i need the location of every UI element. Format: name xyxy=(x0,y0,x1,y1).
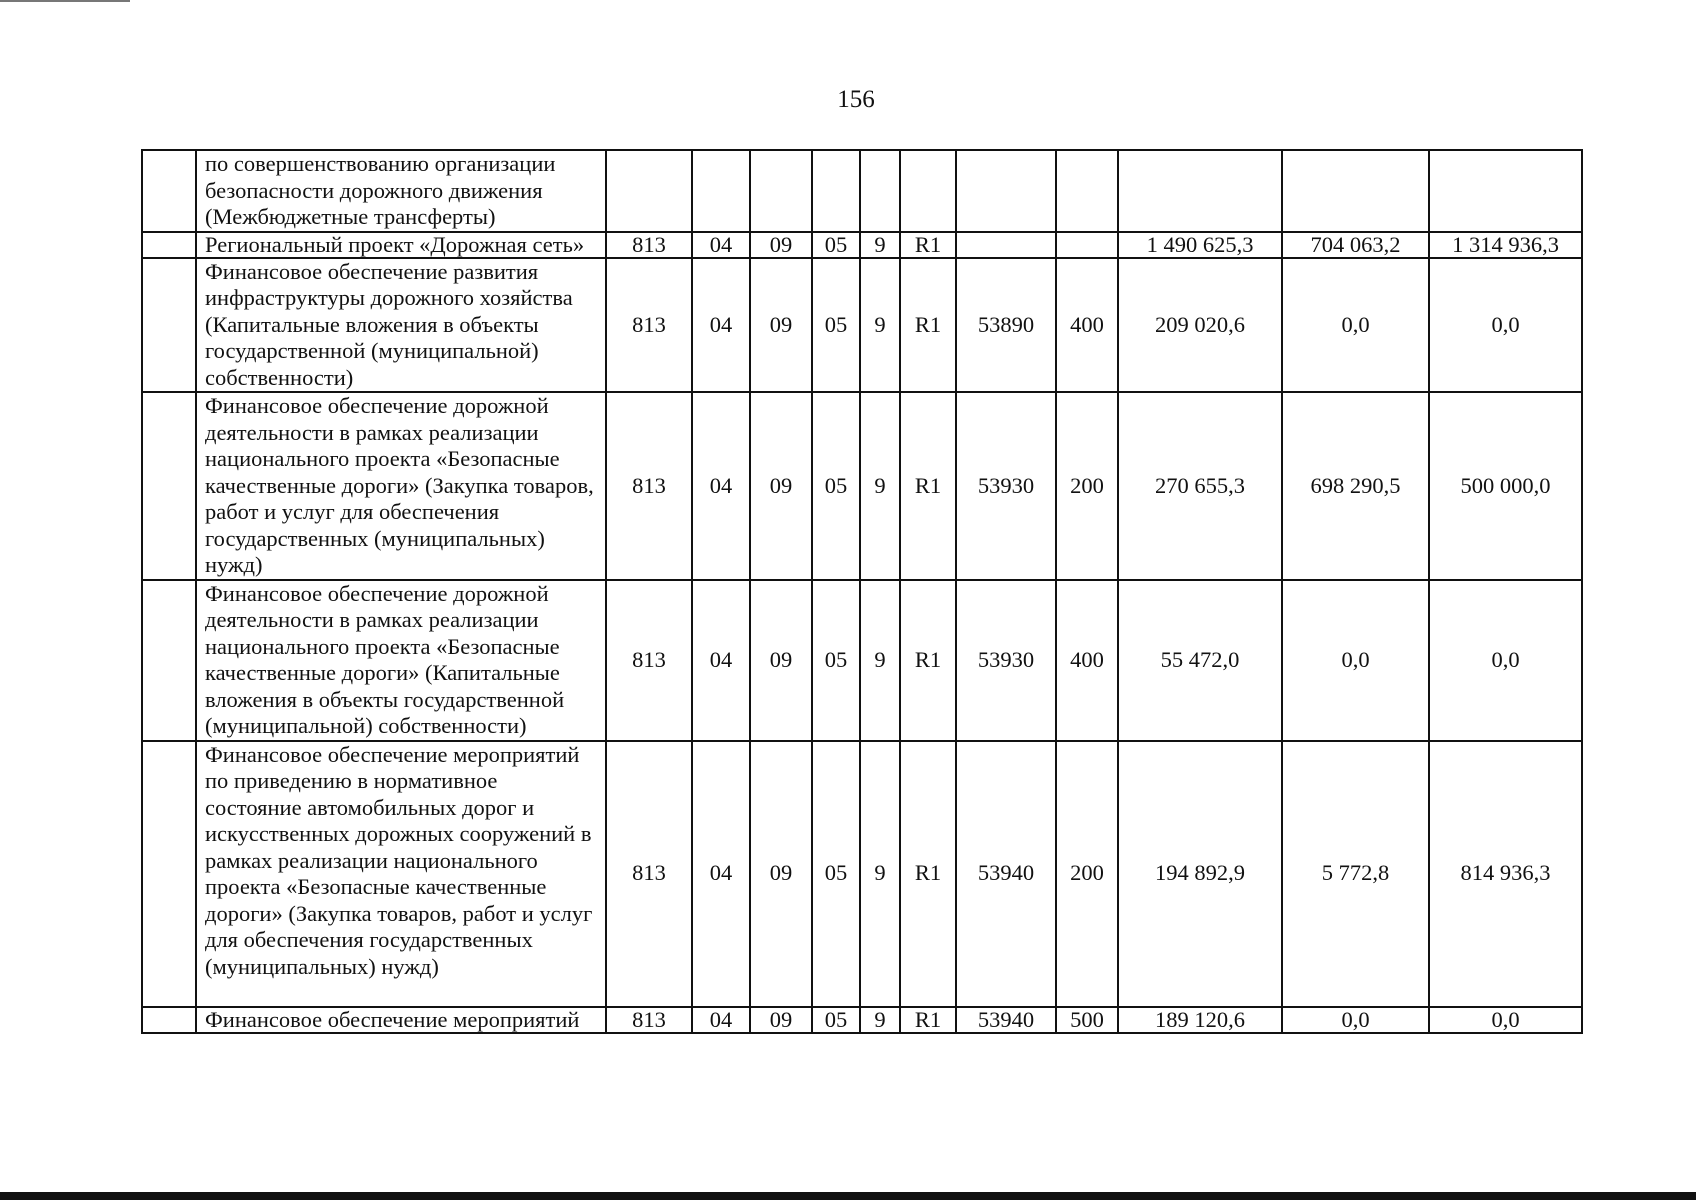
cs-subprogram-cell xyxy=(860,150,900,232)
pr-cell: 09 xyxy=(750,392,812,580)
cs-project-cell: R1 xyxy=(900,258,956,393)
table-row xyxy=(142,741,1582,1007)
cs-project-cell: R1 xyxy=(900,392,956,580)
cs-direction-cell: 53930 xyxy=(956,580,1056,741)
vr-cell: 200 xyxy=(1056,741,1118,1007)
pr-cell: 09 xyxy=(750,741,812,1007)
pr-cell: 09 xyxy=(750,580,812,741)
year2-amount-cell: 0,0 xyxy=(1282,1007,1429,1033)
cs-direction-cell: 53940 xyxy=(956,741,1056,1007)
cs-subprogram-cell: 9 xyxy=(860,232,900,258)
rz-cell: 04 xyxy=(692,1007,750,1033)
rz-cell: 04 xyxy=(692,258,750,393)
year1-amount-cell: 209 020,6 xyxy=(1118,258,1282,393)
description-cell: Региональный проект «Дорожная сеть» xyxy=(196,232,606,258)
cs-subprogram-cell: 9 xyxy=(860,392,900,580)
gr-cell: 813 xyxy=(606,258,692,393)
vr-cell: 500 xyxy=(1056,1007,1118,1033)
cs-program-cell: 05 xyxy=(812,392,860,580)
description-cell: Финансовое обеспечение развития инфраструктуры дорожного хозяйства (Капитальные вложения в объекты государственной (муниципальной) собственности) xyxy=(196,258,606,393)
description-cell: по совершенствованию организации безопасности дорожного движения (Межбюджетные трансферты) xyxy=(196,150,606,232)
vr-cell: 400 xyxy=(1056,580,1118,741)
year2-amount-cell xyxy=(1282,150,1429,232)
cs-direction-cell: 53940 xyxy=(956,1007,1056,1033)
vr-cell xyxy=(1056,232,1118,258)
cs-program-cell: 05 xyxy=(812,258,860,393)
description-cell: Финансовое обеспечение дорожной деятельности в рамках реализации национального проекта «Безопасные качественные дороги» (Капитальные вложения в объекты государственной (муниципальной) собственности) xyxy=(196,580,606,741)
year1-amount-cell: 55 472,0 xyxy=(1118,580,1282,741)
page-number: 156 xyxy=(837,86,875,113)
cs-direction-cell: 53890 xyxy=(956,258,1056,393)
row-number-cell xyxy=(142,741,196,1007)
vr-cell: 400 xyxy=(1056,258,1118,393)
year2-amount-cell: 0,0 xyxy=(1282,258,1429,393)
cs-project-cell: R1 xyxy=(900,580,956,741)
cs-project-cell xyxy=(900,150,956,232)
cs-project-cell: R1 xyxy=(900,232,956,258)
year1-amount-cell: 270 655,3 xyxy=(1118,392,1282,580)
rz-cell: 04 xyxy=(692,741,750,1007)
year2-amount-cell: 698 290,5 xyxy=(1282,392,1429,580)
year3-amount-cell: 500 000,0 xyxy=(1429,392,1582,580)
cs-program-cell: 05 xyxy=(812,580,860,741)
rz-cell: 04 xyxy=(692,392,750,580)
table-row xyxy=(142,232,1582,258)
year2-amount-cell: 704 063,2 xyxy=(1282,232,1429,258)
cs-subprogram-cell: 9 xyxy=(860,741,900,1007)
row-number-cell xyxy=(142,392,196,580)
cs-project-cell: R1 xyxy=(900,741,956,1007)
bottom-scan-border xyxy=(0,1192,1696,1200)
rz-cell: 04 xyxy=(692,580,750,741)
cs-program-cell: 05 xyxy=(812,232,860,258)
pr-cell: 09 xyxy=(750,258,812,393)
cs-direction-cell: 53930 xyxy=(956,392,1056,580)
row-number-cell xyxy=(142,258,196,393)
table-row xyxy=(142,580,1582,741)
cs-subprogram-cell: 9 xyxy=(860,258,900,393)
row-number-cell xyxy=(142,150,196,232)
table-row xyxy=(142,150,1582,232)
gr-cell: 813 xyxy=(606,741,692,1007)
year3-amount-cell: 0,0 xyxy=(1429,258,1582,393)
year2-amount-cell: 5 772,8 xyxy=(1282,741,1429,1007)
year3-amount-cell: 1 314 936,3 xyxy=(1429,232,1582,258)
cs-subprogram-cell: 9 xyxy=(860,1007,900,1033)
gr-cell: 813 xyxy=(606,580,692,741)
table-body xyxy=(142,150,1582,1033)
cs-program-cell: 05 xyxy=(812,1007,860,1033)
vr-cell: 200 xyxy=(1056,392,1118,580)
year1-amount-cell: 189 120,6 xyxy=(1118,1007,1282,1033)
pr-cell: 09 xyxy=(750,1007,812,1033)
row-number-cell xyxy=(142,580,196,741)
gr-cell xyxy=(606,150,692,232)
gr-cell: 813 xyxy=(606,1007,692,1033)
pr-cell: 09 xyxy=(750,232,812,258)
year1-amount-cell: 194 892,9 xyxy=(1118,741,1282,1007)
table-row xyxy=(142,1007,1582,1033)
year2-amount-cell: 0,0 xyxy=(1282,580,1429,741)
description-cell: Финансовое обеспечение мероприятий по приведению в нормативное состояние автомобильных дорог и искусственных дорожных сооружений в рамках реализации национального проекта «Безопасные качественные дороги» (Закупка товаров, работ и услуг для обеспечения государственных (муниципальных) нужд) xyxy=(196,741,606,1007)
year3-amount-cell xyxy=(1429,150,1582,232)
description-cell: Финансовое обеспечение мероприятий xyxy=(196,1007,606,1033)
gr-cell: 813 xyxy=(606,232,692,258)
table-row xyxy=(142,392,1582,580)
pr-cell xyxy=(750,150,812,232)
cs-subprogram-cell: 9 xyxy=(860,580,900,741)
year3-amount-cell: 0,0 xyxy=(1429,1007,1582,1033)
cs-program-cell: 05 xyxy=(812,741,860,1007)
year1-amount-cell xyxy=(1118,150,1282,232)
description-cell: Финансовое обеспечение дорожной деятельности в рамках реализации национального проекта «Безопасные качественные дороги» (Закупка товаров, работ и услуг для обеспечения государственных (муниципальных) нужд) xyxy=(196,392,606,580)
cs-direction-cell xyxy=(956,150,1056,232)
rz-cell xyxy=(692,150,750,232)
row-number-cell xyxy=(142,232,196,258)
vr-cell xyxy=(1056,150,1118,232)
year3-amount-cell: 0,0 xyxy=(1429,580,1582,741)
year1-amount-cell: 1 490 625,3 xyxy=(1118,232,1282,258)
budget-table xyxy=(141,149,1583,1034)
cs-program-cell xyxy=(812,150,860,232)
year3-amount-cell: 814 936,3 xyxy=(1429,741,1582,1007)
cs-project-cell: R1 xyxy=(900,1007,956,1033)
gr-cell: 813 xyxy=(606,392,692,580)
rz-cell: 04 xyxy=(692,232,750,258)
row-number-cell xyxy=(142,1007,196,1033)
scan-edge-mark xyxy=(0,0,130,2)
cs-direction-cell xyxy=(956,232,1056,258)
table-row xyxy=(142,258,1582,393)
